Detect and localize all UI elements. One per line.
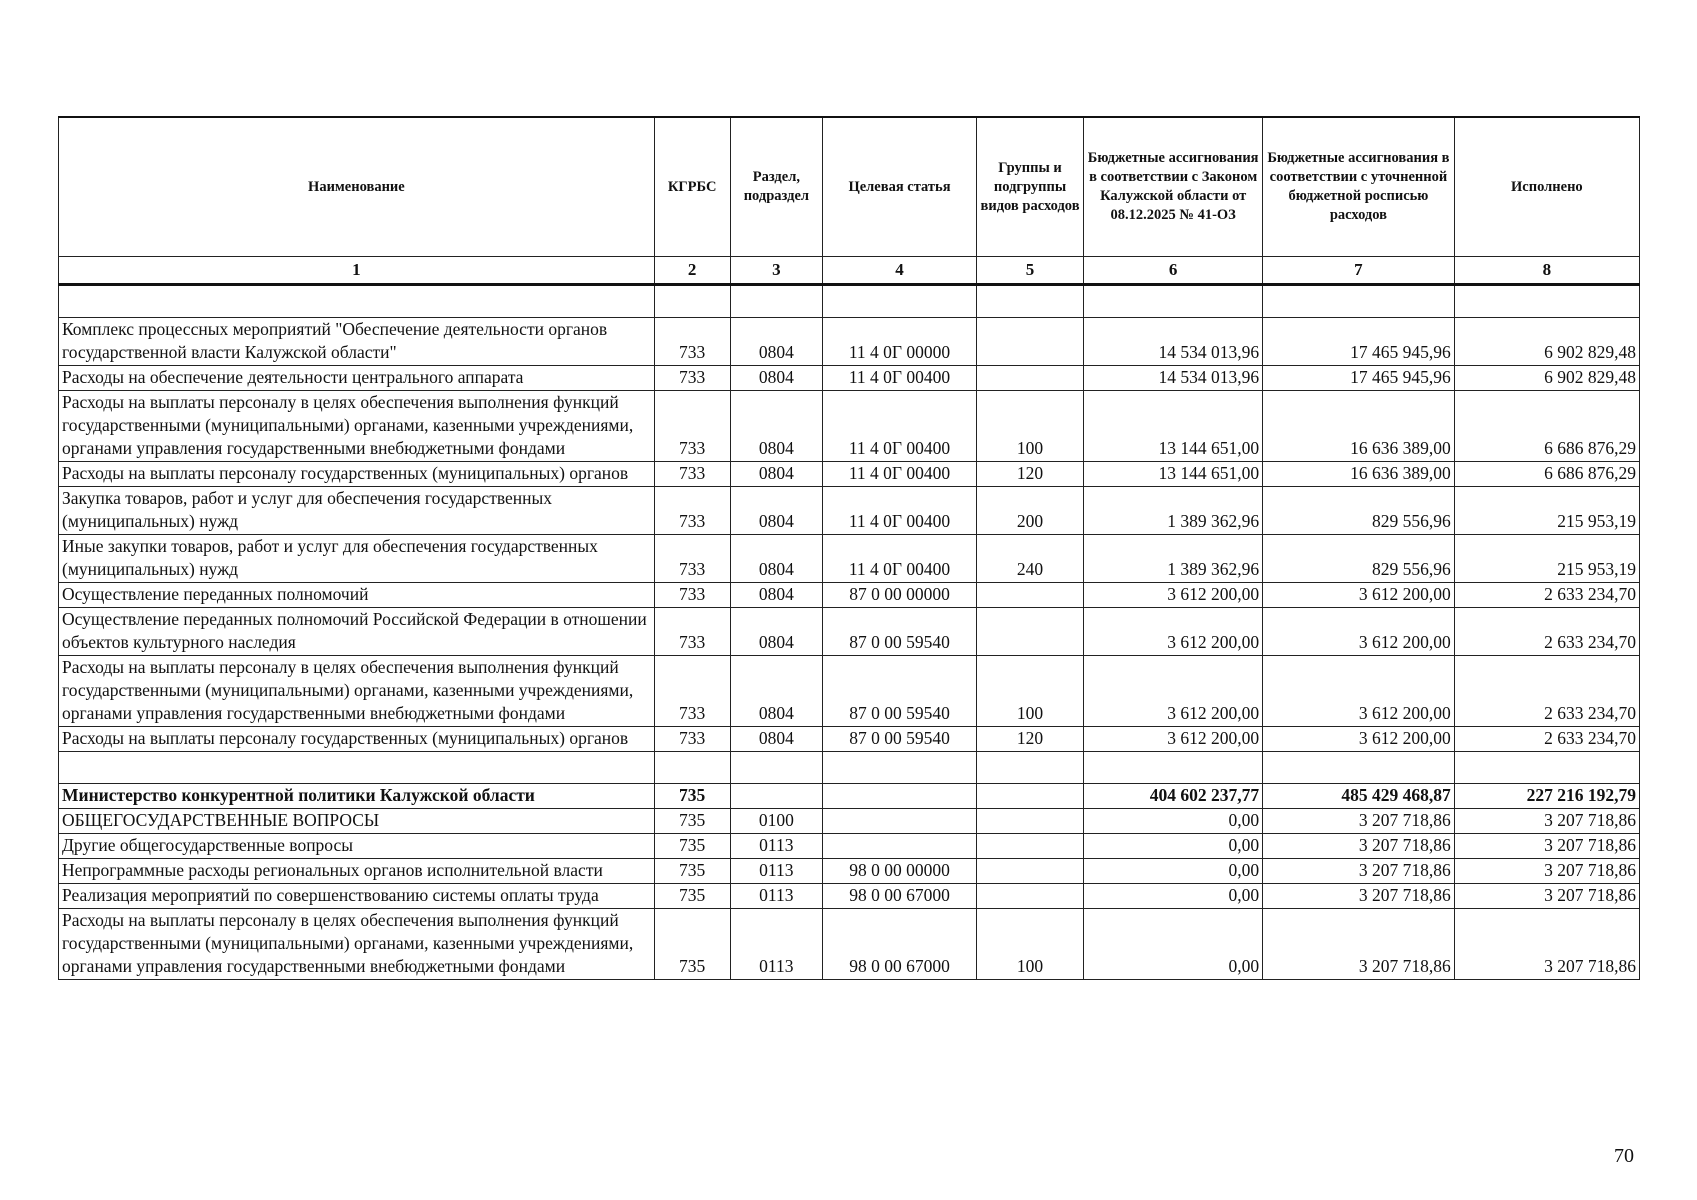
- cell-executed-amount: 227 216 192,79: [1454, 784, 1639, 809]
- cell-section: 0113: [730, 859, 823, 884]
- cell-refined-amount: 3 207 718,86: [1263, 859, 1455, 884]
- cell-refined-amount: 17 465 945,96: [1263, 318, 1455, 366]
- cell-refined-amount: 16 636 389,00: [1263, 391, 1455, 462]
- cell-target: 87 0 00 00000: [823, 583, 977, 608]
- cell-name: Закупка товаров, работ и услуг для обеспечения государственных (муниципальных) нужд: [59, 487, 655, 535]
- table-header-row: [59, 117, 1640, 257]
- cell-kgrbs: 735: [654, 884, 730, 909]
- cell-group: 120: [976, 727, 1083, 752]
- cell-target: 11 4 0Г 00400: [823, 487, 977, 535]
- cell-target: 11 4 0Г 00400: [823, 462, 977, 487]
- cell-refined-amount: 3 612 200,00: [1263, 608, 1455, 656]
- table-row: [59, 809, 1640, 834]
- column-number-row: [59, 257, 1640, 285]
- cell-name: Другие общегосударственные вопросы: [59, 834, 655, 859]
- cell-kgrbs: 735: [654, 859, 730, 884]
- cell-target: 11 4 0Г 00400: [823, 391, 977, 462]
- cell-refined-amount: 829 556,96: [1263, 487, 1455, 535]
- cell-section: 0804: [730, 318, 823, 366]
- cell-target: 87 0 00 59540: [823, 727, 977, 752]
- header-kgrbs: КГРБС: [654, 117, 730, 257]
- cell-target: [823, 784, 977, 809]
- header-groups: Группы и подгруппы видов расходов: [976, 117, 1083, 257]
- table-row: [59, 366, 1640, 391]
- cell-name: Расходы на выплаты персоналу в целях обеспечения выполнения функций государственными (муниципальными) органами, казенными учреждениями, органами управления государственными внебюджетными фондами: [59, 909, 655, 980]
- table-row: [59, 391, 1640, 462]
- spacer-row: [59, 285, 1640, 318]
- table-row: [59, 583, 1640, 608]
- cell-law-amount: 0,00: [1084, 909, 1263, 980]
- cell-section: 0804: [730, 487, 823, 535]
- cell-group: [976, 834, 1083, 859]
- table-row: [59, 608, 1640, 656]
- header-name: Наименование: [59, 117, 655, 257]
- cell-law-amount: 13 144 651,00: [1084, 462, 1263, 487]
- cell-group: [976, 366, 1083, 391]
- cell-target: 98 0 00 00000: [823, 859, 977, 884]
- header-target: Целевая статья: [823, 117, 977, 257]
- cell-refined-amount: 485 429 468,87: [1263, 784, 1455, 809]
- cell-group: 120: [976, 462, 1083, 487]
- cell-name: Осуществление переданных полномочий Российской Федерации в отношении объектов культурного наследия: [59, 608, 655, 656]
- cell-executed-amount: 2 633 234,70: [1454, 656, 1639, 727]
- column-number: 7: [1263, 257, 1455, 285]
- cell-kgrbs: 733: [654, 608, 730, 656]
- cell-name: Иные закупки товаров, работ и услуг для обеспечения государственных (муниципальных) нужд: [59, 535, 655, 583]
- cell-name: Непрограммные расходы региональных органов исполнительной власти: [59, 859, 655, 884]
- table-row: [59, 727, 1640, 752]
- cell-kgrbs: 733: [654, 391, 730, 462]
- column-number: 8: [1454, 257, 1639, 285]
- cell-group: [976, 809, 1083, 834]
- cell-refined-amount: 3 612 200,00: [1263, 727, 1455, 752]
- cell-target: 87 0 00 59540: [823, 608, 977, 656]
- cell-name: Осуществление переданных полномочий: [59, 583, 655, 608]
- spacer-row: [59, 752, 1640, 784]
- cell-refined-amount: 829 556,96: [1263, 535, 1455, 583]
- cell-executed-amount: 3 207 718,86: [1454, 834, 1639, 859]
- cell-executed-amount: 6 902 829,48: [1454, 318, 1639, 366]
- table-row: [59, 318, 1640, 366]
- cell-refined-amount: 3 207 718,86: [1263, 809, 1455, 834]
- cell-executed-amount: 2 633 234,70: [1454, 608, 1639, 656]
- column-number: 4: [823, 257, 977, 285]
- cell-group: 100: [976, 656, 1083, 727]
- cell-kgrbs: 733: [654, 535, 730, 583]
- cell-executed-amount: 215 953,19: [1454, 487, 1639, 535]
- cell-kgrbs: 733: [654, 727, 730, 752]
- cell-name: Расходы на выплаты персоналу государственных (муниципальных) органов: [59, 462, 655, 487]
- cell-executed-amount: 215 953,19: [1454, 535, 1639, 583]
- cell-law-amount: 0,00: [1084, 809, 1263, 834]
- table-row: [59, 535, 1640, 583]
- cell-law-amount: 0,00: [1084, 834, 1263, 859]
- cell-kgrbs: 733: [654, 462, 730, 487]
- cell-executed-amount: 6 686 876,29: [1454, 462, 1639, 487]
- table-row: [59, 487, 1640, 535]
- cell-name: Министерство конкурентной политики Калужской области: [59, 784, 655, 809]
- table-row: [59, 784, 1640, 809]
- column-number: 5: [976, 257, 1083, 285]
- cell-law-amount: 0,00: [1084, 859, 1263, 884]
- cell-executed-amount: 3 207 718,86: [1454, 859, 1639, 884]
- cell-name: Расходы на выплаты персоналу в целях обеспечения выполнения функций государственными (муниципальными) органами, казенными учреждениями, органами управления государственными внебюджетными фондами: [59, 391, 655, 462]
- column-number: 6: [1084, 257, 1263, 285]
- cell-kgrbs: 735: [654, 809, 730, 834]
- budget-sheet: [58, 116, 1640, 980]
- cell-refined-amount: 3 207 718,86: [1263, 884, 1455, 909]
- cell-group: [976, 859, 1083, 884]
- header-refined: Бюджетные ассигнования в соответствии с уточненной бюджетной росписью расходов: [1263, 117, 1455, 257]
- cell-executed-amount: 3 207 718,86: [1454, 809, 1639, 834]
- cell-refined-amount: 3 207 718,86: [1263, 834, 1455, 859]
- cell-law-amount: 404 602 237,77: [1084, 784, 1263, 809]
- cell-target: 11 4 0Г 00000: [823, 318, 977, 366]
- cell-executed-amount: 2 633 234,70: [1454, 583, 1639, 608]
- cell-name: Расходы на обеспечение деятельности центрального аппарата: [59, 366, 655, 391]
- cell-group: 200: [976, 487, 1083, 535]
- cell-group: 240: [976, 535, 1083, 583]
- cell-refined-amount: 3 207 718,86: [1263, 909, 1455, 980]
- cell-kgrbs: 733: [654, 318, 730, 366]
- cell-kgrbs: 733: [654, 656, 730, 727]
- cell-kgrbs: 735: [654, 784, 730, 809]
- cell-law-amount: 1 389 362,96: [1084, 535, 1263, 583]
- cell-section: 0804: [730, 535, 823, 583]
- cell-kgrbs: 733: [654, 487, 730, 535]
- page-number: 70: [1614, 1145, 1634, 1167]
- cell-group: [976, 784, 1083, 809]
- cell-executed-amount: 3 207 718,86: [1454, 884, 1639, 909]
- cell-law-amount: 13 144 651,00: [1084, 391, 1263, 462]
- cell-section: 0804: [730, 462, 823, 487]
- column-number: 3: [730, 257, 823, 285]
- cell-section: 0804: [730, 656, 823, 727]
- cell-kgrbs: 733: [654, 583, 730, 608]
- cell-name: Реализация мероприятий по совершенствованию системы оплаты труда: [59, 884, 655, 909]
- table-row: [59, 462, 1640, 487]
- header-law: Бюджетные ассигнования в соответствии с Законом Калужской области от 08.12.2025 № 41-ОЗ: [1084, 117, 1263, 257]
- table-row: [59, 909, 1640, 980]
- cell-target: 11 4 0Г 00400: [823, 535, 977, 583]
- cell-law-amount: 1 389 362,96: [1084, 487, 1263, 535]
- cell-executed-amount: 3 207 718,86: [1454, 909, 1639, 980]
- cell-kgrbs: 735: [654, 834, 730, 859]
- cell-kgrbs: 735: [654, 909, 730, 980]
- cell-section: 0100: [730, 809, 823, 834]
- cell-kgrbs: 733: [654, 366, 730, 391]
- table-body: [59, 285, 1640, 980]
- table-row: [59, 884, 1640, 909]
- cell-target: 98 0 00 67000: [823, 884, 977, 909]
- column-number: 1: [59, 257, 655, 285]
- cell-target: [823, 834, 977, 859]
- header-executed: Исполнено: [1454, 117, 1639, 257]
- cell-section: 0804: [730, 366, 823, 391]
- budget-table: [58, 116, 1640, 980]
- cell-executed-amount: 6 902 829,48: [1454, 366, 1639, 391]
- column-number: 2: [654, 257, 730, 285]
- cell-group: 100: [976, 391, 1083, 462]
- cell-name: Комплекс процессных мероприятий "Обеспечение деятельности органов государственной власти Калужской области": [59, 318, 655, 366]
- cell-law-amount: 14 534 013,96: [1084, 318, 1263, 366]
- table-row: [59, 859, 1640, 884]
- cell-law-amount: 3 612 200,00: [1084, 608, 1263, 656]
- cell-section: 0113: [730, 909, 823, 980]
- cell-name: Расходы на выплаты персоналу государственных (муниципальных) органов: [59, 727, 655, 752]
- cell-section: 0804: [730, 583, 823, 608]
- cell-refined-amount: 16 636 389,00: [1263, 462, 1455, 487]
- cell-refined-amount: 3 612 200,00: [1263, 583, 1455, 608]
- cell-law-amount: 3 612 200,00: [1084, 656, 1263, 727]
- cell-name: ОБЩЕГОСУДАРСТВЕННЫЕ ВОПРОСЫ: [59, 809, 655, 834]
- cell-group: 100: [976, 909, 1083, 980]
- cell-law-amount: 3 612 200,00: [1084, 727, 1263, 752]
- cell-section: 0804: [730, 608, 823, 656]
- cell-law-amount: 0,00: [1084, 884, 1263, 909]
- cell-name: Расходы на выплаты персоналу в целях обеспечения выполнения функций государственными (муниципальными) органами, казенными учреждениями, органами управления государственными внебюджетными фондами: [59, 656, 655, 727]
- table-row: [59, 656, 1640, 727]
- cell-law-amount: 3 612 200,00: [1084, 583, 1263, 608]
- cell-group: [976, 884, 1083, 909]
- cell-section: 0113: [730, 884, 823, 909]
- cell-target: 11 4 0Г 00400: [823, 366, 977, 391]
- cell-section: [730, 784, 823, 809]
- cell-group: [976, 583, 1083, 608]
- header-section: Раздел, подраздел: [730, 117, 823, 257]
- cell-refined-amount: 3 612 200,00: [1263, 656, 1455, 727]
- cell-executed-amount: 2 633 234,70: [1454, 727, 1639, 752]
- cell-target: [823, 809, 977, 834]
- cell-group: [976, 318, 1083, 366]
- cell-target: 98 0 00 67000: [823, 909, 977, 980]
- cell-refined-amount: 17 465 945,96: [1263, 366, 1455, 391]
- cell-section: 0113: [730, 834, 823, 859]
- table-row: [59, 834, 1640, 859]
- cell-law-amount: 14 534 013,96: [1084, 366, 1263, 391]
- cell-group: [976, 608, 1083, 656]
- cell-section: 0804: [730, 727, 823, 752]
- cell-target: 87 0 00 59540: [823, 656, 977, 727]
- cell-section: 0804: [730, 391, 823, 462]
- cell-executed-amount: 6 686 876,29: [1454, 391, 1639, 462]
